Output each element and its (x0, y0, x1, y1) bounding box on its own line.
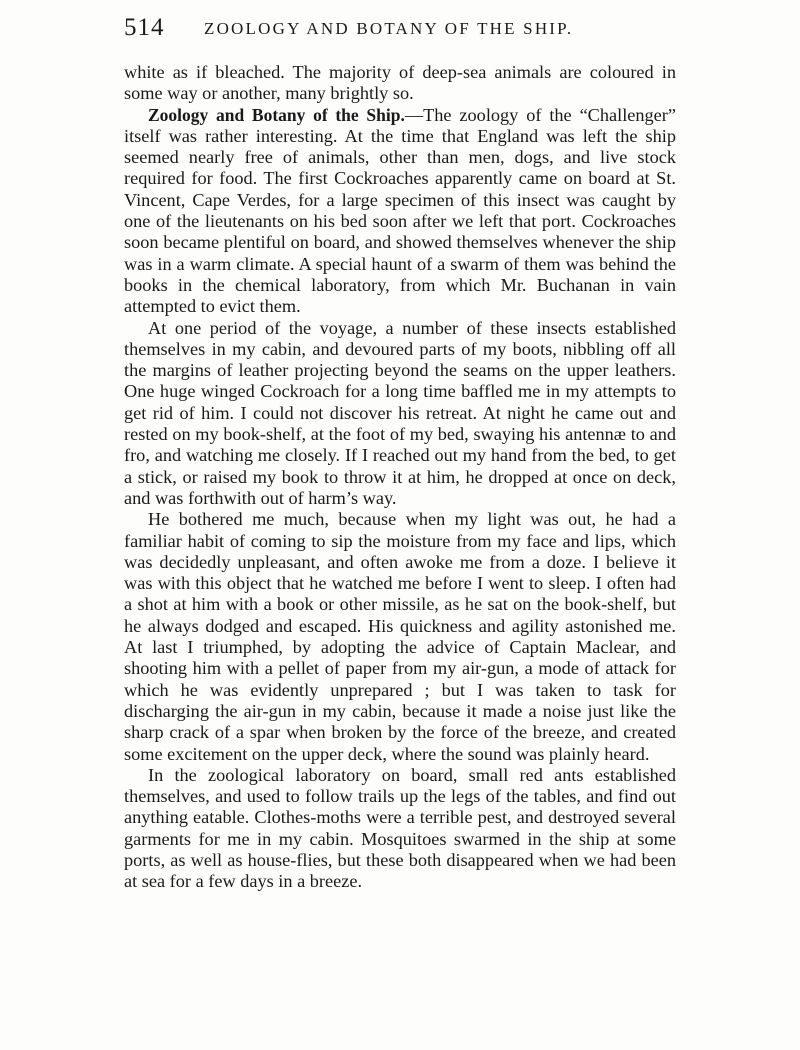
paragraph-text: —The zoology of the “Challenger” itself was rather interesting. At the time that England was left the ship seemed nearly free of animals, other than men, dogs, and live stock required for food. The first Cockroaches apparently came on board at St. Vincent, Cape Verdes, for a large specimen of this insect was caught by one of the lieutenants on his bed soon after we left that port. Cockroaches soon became plentiful on board, and showed themselves whenever the ship was in a warm climate. A special haunt of a swarm of them was behind the books in the chemical laboratory, from which Mr. Buchanan in vain attempted to evict them. (124, 104, 677, 317)
paragraph (124, 509, 676, 765)
paragraph-text: In the zoological laboratory on board, small red ants established themselves, and used to follow trails up the legs of the tables, and find out anything eatable. Clothes-moths were a terrible pest, and destroyed several garments for me in my cabin. Mosquitoes swarmed in the ship at some ports, as well as house-flies, but these both disappeared when we had been at sea for a few days in a breeze. (124, 764, 676, 892)
running-title: ZOOLOGY AND BOTANY OF THE SHIP. (204, 19, 574, 38)
paragraph-text: white as if bleached. The majority of deep-sea animals are coloured in some way or another, many brightly so. (124, 62, 676, 104)
paragraph-text: He bothered me much, because when my light was out, he had a familiar habit of coming to sip the moisture from my face and lips, which was decidedly unpleasant, and often awoke me from a doze. I believe it was with this object that he watched me before I went to sleep. I often had a shot at him with a book or other missile, as he sat on the book-shelf, but he always dodged and escaped. His quickness and agility astonished me. At last I triumphed, by adopting the advice of Captain Maclear, and shooting him with a pellet of paper from my air-gun, a mode of attack for which he was evidently unprepared ; but I was taken to task for discharging the air-gun in my cabin, because it made a noise just like the sharp crack of a spar when broken by the force of the breeze, and created some excitement on the upper deck, where the sound was plainly heard. (124, 509, 676, 764)
section-heading: Zoology and Botany of the Ship. (148, 104, 405, 125)
paragraph (124, 765, 676, 893)
body-text (124, 62, 676, 893)
paragraph (124, 318, 676, 510)
page-header (124, 14, 680, 48)
paragraph-continued (124, 62, 676, 105)
page-number: 514 (124, 14, 165, 41)
paragraph-text: At one period of the voyage, a number of these insects established themselves in my cabin, and devoured parts of my boots, nibbling off all the margins of leather projecting beyond the seams on the upper leathers. One huge winged Cockroach for a long time baffled me in my attempts to get rid of him. I could not discover his retreat. At night he came out and rested on my book-shelf, at the foot of my bed, swaying his antennæ to and fro, and watching me closely. If I reached out my hand from the bed, to get a stick, or raised my book to throw it at him, he dropped at once on deck, and was forthwith out of harm’s way. (124, 317, 676, 508)
paragraph-section-start (124, 105, 676, 318)
